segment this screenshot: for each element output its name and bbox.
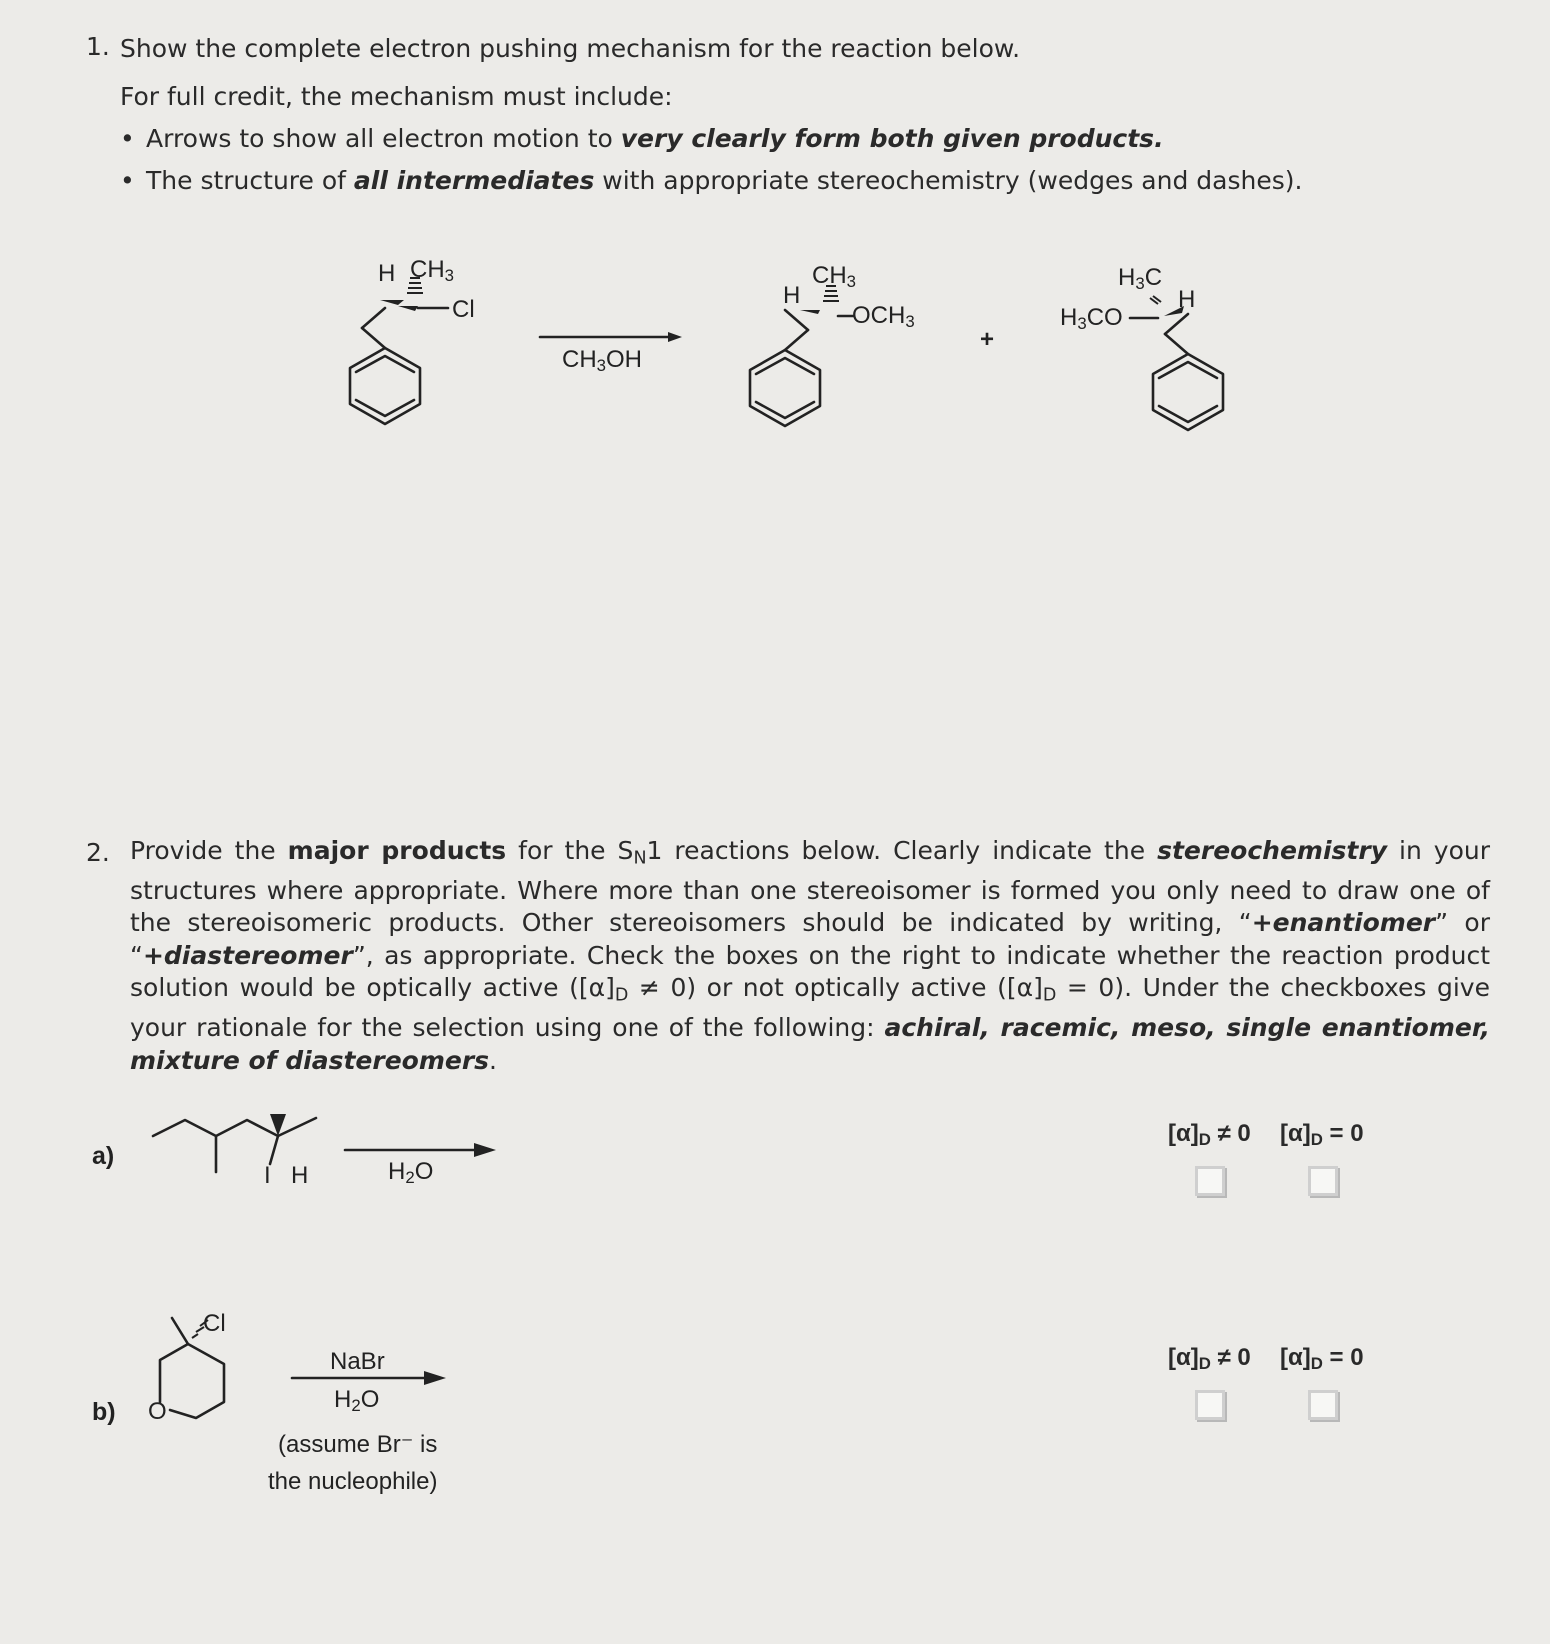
q1-reagent-ch3oh: $CH_3OH$	[562, 346, 643, 376]
part-b-active-checkbox[interactable]	[1195, 1390, 1225, 1420]
q1-reaction-scheme	[0, 0, 1550, 460]
product2-h3co-label: $H_3CO$	[1060, 304, 1123, 334]
part-b-label: b)	[92, 1398, 116, 1426]
q1-subprompt: For full credit, the mechanism must include:	[120, 82, 673, 111]
q2-instructions: Provide the major products for the $S_N1$ reactions below. Clearly indicate the stereochemistry in your structures where appropriate. Where more than one stereoisomer is formed you only need to draw one of the stereoisomeric products. Other stereoisomers should be indicated by writing, “+enantiomer” or “+diastereomer”, as appropriate. Check the boxes on the right to indicate whether the reaction product solution would be optically active $([\alpha]_D \ne 0)$ or not optically active $([\alpha]_D = 0)$. Under the checkboxes give your rationale for the selection using one of the following: achiral, racemic, meso, single enantiomer, mixture of diastereomers.	[130, 836, 1490, 1075]
product2-h3c-label: $H_3C$	[1118, 264, 1163, 294]
part-b-note-line2: the nucleophile)	[268, 1468, 438, 1495]
part-b-reagent-nabr: NaBr	[330, 1348, 385, 1375]
part-b-inactive-checkbox[interactable]	[1308, 1390, 1338, 1420]
part-b-reagent-h2o: $H_2O$	[334, 1386, 380, 1416]
product1-ch3-label: $CH_3$	[812, 262, 857, 292]
q2-number: 2.	[86, 838, 110, 867]
product2-h-label: H	[1178, 286, 1196, 313]
part-b-o-label: O	[148, 1398, 167, 1425]
product1-och3-label: $OCH_3$	[852, 302, 915, 332]
part-b-note-line1: (assume Br⁻ is	[278, 1431, 438, 1458]
part-b-active-label: $[\alpha]_D \ne 0$	[1168, 1344, 1251, 1374]
part-a-active-label: $[\alpha]_D \ne 0$	[1168, 1120, 1251, 1150]
part-b-inactive-label: $[\alpha]_D = 0$	[1280, 1344, 1364, 1374]
part-a-inactive-label: $[\alpha]_D = 0$	[1280, 1120, 1364, 1150]
reactant-h-label: H	[378, 260, 396, 287]
product1-h-label: H	[783, 282, 801, 309]
reactant-ch3-label: $CH_3$	[410, 256, 455, 286]
part-a-i-label: I	[264, 1162, 271, 1189]
reactant-structure	[350, 278, 448, 424]
product2-structure	[1130, 296, 1223, 430]
part-a-label: a)	[92, 1142, 115, 1170]
part-a-active-checkbox[interactable]	[1195, 1166, 1225, 1196]
reactant-cl-label: Cl	[452, 296, 475, 323]
part-a-inactive-checkbox[interactable]	[1308, 1166, 1338, 1196]
part-b-structure	[0, 1300, 560, 1440]
plus-sign: +	[980, 326, 995, 353]
q1-number: 1.	[86, 32, 110, 61]
q1-prompt: Show the complete electron pushing mechanism for the reaction below.	[120, 34, 1021, 63]
part-b-cl-label: Cl	[203, 1310, 226, 1337]
part-a-reagent: $H_2O$	[388, 1158, 434, 1188]
q1-requirement-arrows: • Arrows to show all electron motion to very clearly form both given products.	[120, 118, 1420, 160]
product1-structure	[750, 286, 853, 426]
part-a-structure	[0, 1100, 560, 1200]
part-a-h-label: H	[291, 1162, 309, 1189]
q1-requirement-intermediates: • The structure of all intermediates with appropriate stereochemistry (wedges and dashes).	[120, 160, 1420, 202]
